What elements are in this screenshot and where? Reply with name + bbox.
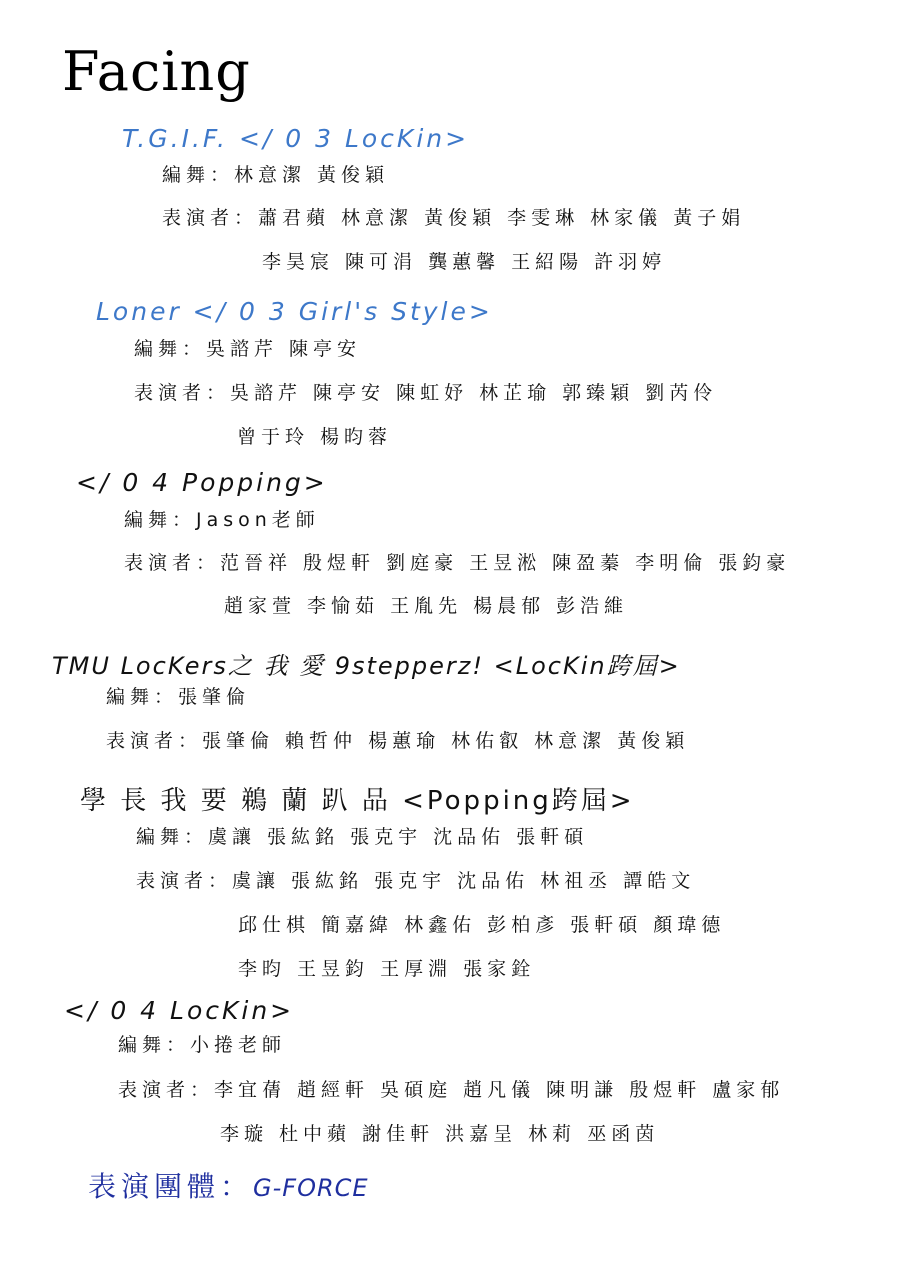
section-4-performers-line-1: 表演者：張肇倫 賴哲仲 楊蕙瑜 林佑叡 林意潔 黃俊穎 xyxy=(106,730,690,752)
section-5-performers-line-1: 表演者：虞讓 張紘銘 張克宇 沈品佑 林祖丞 譚皓文 xyxy=(136,870,696,892)
section-1-performers-line-2: 李昊宸 陳可涓 龔蕙馨 王紹陽 許羽婷 xyxy=(262,251,667,273)
section-3-choreographer: 編舞：Jason老師 xyxy=(124,509,320,531)
section-5-title: 學 長 我 要 鵜 蘭 趴 品 <Popping跨屆> xyxy=(80,786,635,816)
section-2-performers-line-1: 表演者：吳諮芹 陳亭安 陳虹妤 林芷瑜 郭臻穎 劉芮伶 xyxy=(134,382,718,404)
section-1-title: T.G.I.F. </ 0 3 LocKin> xyxy=(122,124,470,153)
section-5-choreographer: 編舞：虞讓 張紘銘 張克宇 沈品佑 張軒碩 xyxy=(136,826,589,848)
section-6-performers-line-1: 表演者：李宜蒨 趙經軒 吳碩庭 趙凡儀 陳明謙 殷煜軒 盧家郁 xyxy=(118,1079,785,1101)
section-2-title: Loner </ 0 3 Girl's Style> xyxy=(96,297,493,326)
section-6-performers-line-2: 李璇 杜中蘋 謝佳軒 洪嘉呈 林莉 巫函茵 xyxy=(220,1123,660,1145)
section-3-title: </ 0 4 Popping> xyxy=(76,468,328,497)
section-6-choreographer: 編舞：小捲老師 xyxy=(118,1034,287,1056)
section-3-performers-line-1: 表演者：范晉祥 殷煜軒 劉庭豪 王昱淞 陳盈蓁 李明倫 張鈞豪 xyxy=(124,552,791,574)
performing-group-label: 表演團體： xyxy=(88,1170,254,1203)
section-4-choreographer: 編舞：張肇倫 xyxy=(106,686,251,708)
section-3-performers-line-2: 趙家萱 李愉茹 王胤先 楊晨郁 彭浩維 xyxy=(224,595,629,617)
section-1-choreographer: 編舞：林意潔 黃俊穎 xyxy=(162,164,390,186)
page-title: Facing xyxy=(62,40,251,103)
section-6-title: </ 0 4 LocKin> xyxy=(64,996,295,1025)
section-2-performers-line-2: 曾于玲 楊昀蓉 xyxy=(237,426,393,448)
section-5-performers-line-3: 李昀 王昱鈞 王厚淵 張家銓 xyxy=(238,958,536,980)
section-5-performers-line-2: 邱仕棋 簡嘉緯 林鑫佑 彭柏彥 張軒碩 顏瑋德 xyxy=(238,914,726,936)
performing-group-name: G-FORCE xyxy=(253,1174,369,1202)
section-4-title: TMU LocKers之 我 愛 9stepperz! <LocKin跨屆> xyxy=(52,652,681,680)
section-1-performers-line-1: 表演者：蕭君蘋 林意潔 黃俊穎 李雯琳 林家儀 黃子娟 xyxy=(162,207,746,229)
section-2-choreographer: 編舞：吳諮芹 陳亭安 xyxy=(134,338,362,360)
performing-group xyxy=(88,1165,369,1205)
